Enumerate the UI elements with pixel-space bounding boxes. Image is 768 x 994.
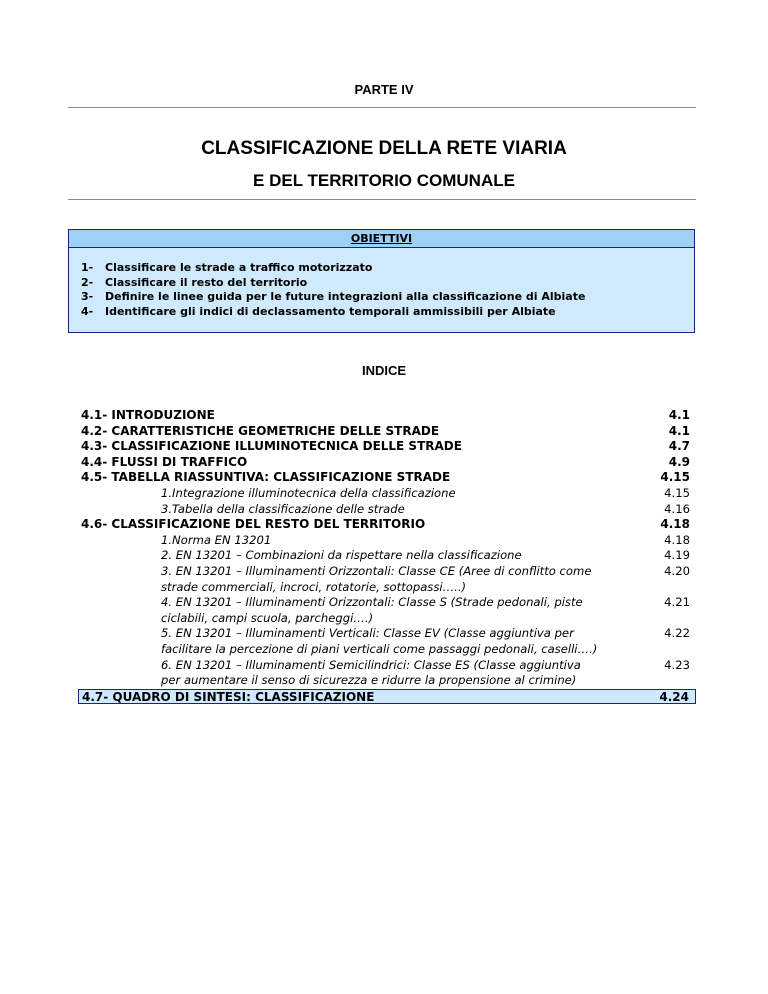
divider-top — [68, 107, 696, 108]
toc-subrow-continued: ciclabili, campi scuola, parcheggi….) — [161, 610, 374, 625]
toc-row[interactable]: 4.6- CLASSIFICAZIONE DEL RESTO DEL TERRITORIO 4.18 — [81, 517, 690, 532]
toc-row[interactable]: 4.3- CLASSIFICAZIONE ILLUMINOTECNICA DELLE STRADE 4.7 — [81, 439, 690, 454]
objectives-list — [81, 261, 585, 319]
toc-row[interactable]: 4.5- TABELLA RIASSUNTIVA: CLASSIFICAZIONE STRADE 4.15 — [81, 470, 690, 485]
objectives-heading: OBIETTIVI — [69, 230, 694, 248]
toc-subrow-continued: strade commerciali, incroci, rotatorie, sottopassi…..) — [161, 579, 467, 594]
objective-item: 3- Definire le linee guida per le future integrazioni alla classificazione di Albiate — [81, 290, 586, 303]
page-title-line-1: CLASSIFICAZIONE DELLA RETE VIARIA — [201, 138, 567, 159]
page-title-line-2: E DEL TERRITORIO COMUNALE — [253, 171, 515, 190]
toc-subrow[interactable]: 4. EN 13201 – Illuminamenti Orizzontali: Classe S (Strade pedonali, piste 4.21 — [161, 595, 690, 610]
objective-item: 2- Classificare il resto del territorio — [81, 275, 308, 289]
divider-bottom — [68, 199, 696, 200]
toc-subrow-continued: per aumentare il senso di sicurezza e ridurre la propensione al crimine) — [161, 673, 577, 688]
objective-item: 1- Classificare le strade a traffico motorizzato — [81, 261, 373, 274]
toc-row[interactable]: 4.2- CARATTERISTICHE GEOMETRICHE DELLE STRADE 4.1 — [81, 423, 690, 438]
toc-row[interactable]: 4.4- FLUSSI DI TRAFFICO 4.9 — [81, 454, 690, 469]
toc-subrow-continued: facilitare la percezione di piani verticali come passaggi pedonali, caselli….) — [161, 641, 598, 656]
toc-subrow[interactable]: 1.Norma EN 13201 4.18 — [161, 532, 690, 547]
index-heading: INDICE — [361, 363, 407, 378]
toc-subrow[interactable]: 1.Integrazione illuminotecnica della classificazione 4.15 — [161, 485, 690, 500]
toc-row-highlighted[interactable]: 4.7- QUADRO DI SINTESI: CLASSIFICAZIONE 4.24 — [78, 689, 696, 705]
objective-item: 4- Identificare gli indici di declassamento temporali ammissibili per Albiate — [81, 304, 556, 318]
toc-subrow[interactable]: 3. EN 13201 – Illuminamenti Orizzontali: Classe CE (Aree di conflitto come 4.20 — [161, 563, 690, 578]
part-label: PARTE IV — [354, 82, 414, 97]
toc-subrow[interactable]: 6. EN 13201 – Illuminamenti Semicilindrici: Classe ES (Classe aggiuntiva 4.23 — [161, 657, 690, 672]
toc-subrow[interactable]: 3.Tabella della classificazione delle strade 4.16 — [161, 501, 690, 516]
objectives-box — [68, 229, 695, 333]
toc-subrow[interactable]: 5. EN 13201 – Illuminamenti Verticali: Classe EV (Classe aggiuntiva per 4.22 — [161, 626, 690, 641]
table-of-contents — [78, 408, 696, 704]
toc-subrow[interactable]: 2. EN 13201 – Combinazioni da rispettare nella classificazione 4.19 — [161, 548, 690, 563]
toc-row[interactable]: 4.1- INTRODUZIONE 4.1 — [81, 408, 690, 422]
